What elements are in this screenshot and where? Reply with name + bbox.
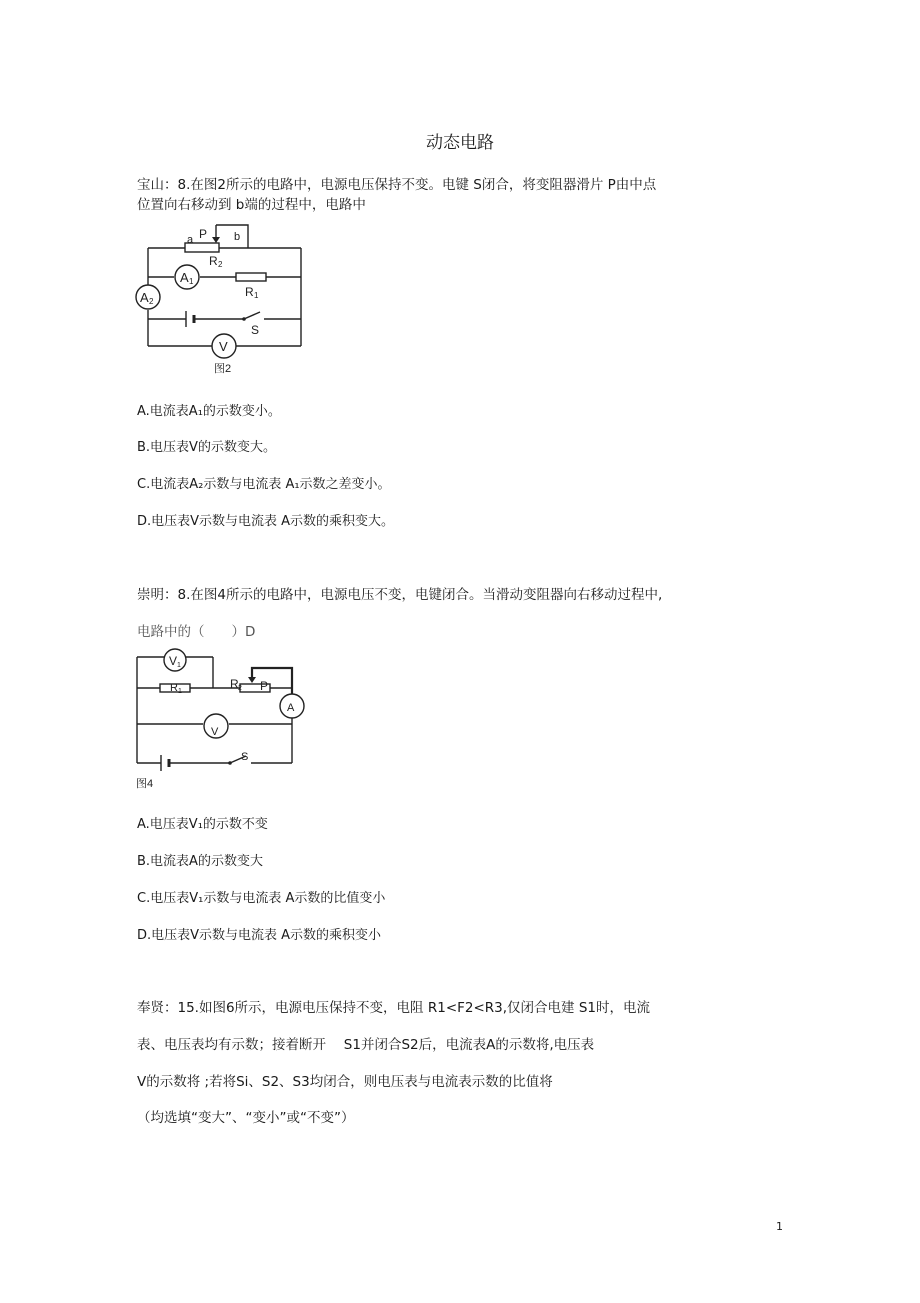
label-p: P bbox=[260, 679, 269, 693]
label-a1: A bbox=[180, 270, 189, 285]
label-v1: V bbox=[169, 654, 178, 668]
label-b: b bbox=[234, 231, 241, 243]
label-r2: R bbox=[230, 677, 239, 691]
page-number: 1 bbox=[776, 1220, 783, 1233]
figure2-caption: 图2 bbox=[214, 363, 232, 375]
q2-option-b: B.电流表A的示数变大 bbox=[137, 854, 263, 869]
label-r1: R bbox=[245, 285, 254, 299]
q2-option-c: C.电压表V₁示数与电流表 A示数的比值变小 bbox=[137, 891, 386, 906]
label-v: V bbox=[211, 726, 219, 738]
label-v: V bbox=[219, 339, 228, 354]
label-a1-sub: 1 bbox=[189, 277, 194, 286]
label-r1-sub: 1 bbox=[178, 688, 182, 695]
label-a: a bbox=[187, 234, 194, 246]
page-title: 动态电路 bbox=[426, 133, 494, 153]
label-p: P bbox=[199, 227, 208, 241]
q1-option-d: D.电压表V示数与电流表 A示数的乘积变大。 bbox=[137, 514, 395, 529]
q3-stem-line4: （均选填“变大”、“变小”或“不变”） bbox=[137, 1110, 355, 1126]
label-a: A bbox=[287, 702, 295, 714]
label-r2-sub: 2 bbox=[218, 260, 223, 269]
q3-stem-line3: V的示数将 ;若将Si、S2、S3均闭合，则电压表与电流表示数的比值将 bbox=[137, 1074, 553, 1090]
q2-option-a: A.电压表V₁的示数不变 bbox=[137, 817, 268, 832]
q1-stem-line1: 宝山：8.在图2所示的电路中，电源电压保持不变。电键 S闭合，将变阻器滑片 P由中点 bbox=[137, 177, 657, 193]
q2-option-d: D.电压表V示数与电流表 A示数的乘积变小 bbox=[137, 928, 382, 943]
label-r2-sub: 2 bbox=[238, 685, 242, 692]
q2-stem-line2: 电路中的（ ）D bbox=[137, 624, 256, 640]
q1-option-c: C.电流表A₂示数与电流表 A₁示数之差变小。 bbox=[137, 477, 391, 492]
q1-circuit-figure bbox=[130, 220, 320, 380]
q2-stem-line1: 崇明：8.在图4所示的电路中，电源电压不变，电键闭合。当滑动变阻器向右移动过程中, bbox=[137, 587, 663, 603]
q3-stem-line2: 表、电压表均有示数；接着断开 S1并闭合S2后，电流表A的示数将,电压表 bbox=[137, 1037, 595, 1053]
label-s: S bbox=[251, 323, 260, 337]
q2-circuit-figure bbox=[130, 644, 315, 794]
q1-option-a: A.电流表A₁的示数变小。 bbox=[137, 404, 281, 419]
label-s: S bbox=[241, 751, 249, 763]
label-a2-sub: 2 bbox=[149, 297, 154, 306]
q3-stem-line1: 奉贤：15.如图6所示，电源电压保持不变，电阻 R1<F2<R3,仅闭合电建 S1时，电流 bbox=[137, 1000, 651, 1016]
figure4-caption: 图4 bbox=[136, 778, 154, 790]
q1-stem-line2: 位置向右移动到 b端的过程中，电路中 bbox=[137, 197, 366, 213]
q1-option-b: B.电压表V的示数变大。 bbox=[137, 440, 276, 455]
label-a2: A bbox=[140, 290, 149, 305]
label-v1-sub: 1 bbox=[177, 662, 181, 669]
label-r1-sub: 1 bbox=[254, 291, 259, 300]
label-r2: R bbox=[209, 254, 218, 268]
label-r1: R bbox=[170, 682, 178, 694]
